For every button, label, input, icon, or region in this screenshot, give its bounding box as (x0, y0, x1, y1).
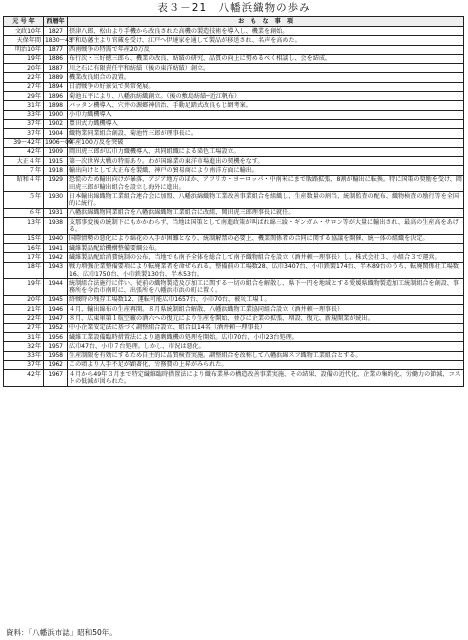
table-row (4, 253, 464, 262)
era-cell: 17年 (4, 253, 44, 262)
event-cell: ８月、広東軍第１航空廠の酒六への復元により生産を開始、並びに企業の拡張、増設、復元、新規開業が続出。 (68, 314, 464, 323)
year-cell: 1946 (44, 305, 68, 314)
era-cell: ７年 (4, 166, 44, 175)
year-cell: 1962 (44, 360, 68, 369)
table-row (4, 234, 464, 243)
table-row (4, 192, 464, 209)
event-cell: 八幡浜綿織物同業組合を八幡浜綿織物工業組合に改組、岡田虎三郎理事長に就任。 (68, 208, 464, 217)
year-cell: 1930 (44, 192, 68, 209)
year-cell: 1929 (44, 175, 68, 192)
year-cell: 1947 (44, 314, 68, 323)
header-era: 元 号 年 (4, 17, 44, 27)
event-cell: 国際情勢の悪化により綿花の入手が困難となり、統制解禁の必要上、機業関係者の合同に関する協議を開催、統一体の組織を決定。 (68, 234, 464, 243)
event-cell: 戦力増強企業整備要項により転廃業者を命ぜられる。整備前の工場数28、広巾3407台、小巾鉄製174台、半木89台のうち、転廃関係社工場数16、広巾1750台、小巾鉄製130台、半木53台。 (68, 262, 464, 279)
year-cell: 1830〜43 (45, 36, 73, 44)
year-cell: 1896 (44, 92, 68, 101)
year-cell: 1957 (44, 342, 68, 351)
event-cell: 統制組合法施行に伴い、従前の織物製造及び加工に関する一切の組合を解散し、県下一円を地域とする愛媛県織物製造加工統制組合を創設、事務所を今治市南町に、出張所を八幡浜市浜の町に置く。 (68, 279, 464, 296)
event-cell: 摂津八郎、松山より手機から改良された高機の製造技術を導入し、機業を創始。 (68, 27, 464, 36)
event-cell: この頃より人手不足が顕著化、労務費の上昇がみられた。 (68, 360, 464, 369)
table-row (4, 54, 464, 63)
event-cell: ４月から49年３月まで特定繊維臨時措置法により織布業界の構造改善事業実施、その結果、設備の近代化、企業の集約化、労働力の節減、コストの低減が図られた。 (68, 370, 464, 387)
event-cell: 終戦時の残存工場数12、運転可能広巾1657台、小巾70台、被災工場１。 (68, 295, 464, 304)
year-cell: 1958 (44, 351, 68, 360)
event-cell: 生産制限を有効にするため自主的に品質検査実施。調整組合を改称して八幡浜綿スフ織物工業組合とする。 (68, 351, 464, 360)
era-cell: 21年 (4, 305, 44, 314)
table-row (4, 279, 464, 296)
year-cell: 1943 (44, 262, 68, 279)
era-cell: 13年 (4, 218, 44, 235)
year-cell: 1945 (44, 295, 68, 304)
era-cell: 37年 (4, 360, 44, 369)
table-row (4, 110, 464, 119)
year-cell: 1918 (44, 166, 68, 175)
era-cell: 22年 (4, 73, 44, 82)
year-cell: 1900 (44, 110, 68, 119)
year-cell: 1877 (44, 45, 68, 54)
era-cell: 22年 (4, 314, 44, 323)
year-cell: 1944 (44, 279, 68, 296)
era-cell: 昭和４年 (4, 175, 44, 192)
year-cell: 1887 (44, 64, 68, 73)
era-cell: 37年 (4, 129, 44, 138)
era-cell: 18年 (4, 262, 44, 279)
table-row (4, 208, 464, 217)
table-row (4, 244, 464, 253)
era-cell: 31年 (4, 333, 44, 342)
year-cell: 1931 (44, 208, 68, 217)
year-cell: 1886 (44, 54, 68, 63)
header-row (4, 17, 464, 27)
table-row (4, 342, 464, 351)
year-cell: 1902 (44, 119, 68, 128)
era-cell: 27年 (4, 82, 44, 91)
year-cell: 1938 (44, 218, 68, 235)
table-row (4, 73, 464, 82)
event-cell: 恐慌のため輸出向けが暴落、アジア地方のほか、アフリカ・ヨーロッパ・中南米にまで販路拡張、8割が輸出に転換。特に国策の奨励を受け、岡田虎三郎が輸出組合を設立し海外に進出。 (69, 176, 462, 191)
era-cell: 16年 (4, 244, 44, 253)
era-cell: 15年 (4, 234, 44, 243)
event-cell: 布行次・三好徳三郎ら、機業の改良、紡績の研究、品質の向上に努めるべく相談し、会を結成。 (68, 54, 464, 63)
event-cell: 機業改良組合の設置。 (68, 73, 464, 82)
table-row (4, 27, 464, 36)
table-row (4, 218, 464, 235)
era-cell: 文政10年 (4, 27, 44, 36)
table-row (4, 360, 464, 369)
era-cell: 天保年間 (4, 36, 44, 45)
table-row (4, 119, 464, 128)
table-row (4, 101, 464, 110)
table-title: 表３－21 八幡浜織物の歩み (157, 2, 311, 14)
era-cell: ５年 (4, 192, 44, 209)
event-cell: 繊維製品配給消費統制の公布、当地でも南予全体を総合して南予織物組合を設立（酒井頼一理事長）し、株式会社３、小組合３で運営。 (68, 253, 464, 262)
table-row (4, 166, 464, 175)
year-cell: 1898 (44, 101, 68, 110)
table-row (4, 129, 464, 138)
table-row (4, 314, 464, 323)
era-cell: 19年 (4, 279, 44, 296)
year-cell: 1906〜09 (45, 139, 73, 147)
era-cell: 29年 (4, 92, 44, 101)
era-cell: 20年 (4, 64, 44, 73)
header-year: 西暦年 (44, 17, 68, 27)
event-cell: 年産100万反を突破 (68, 138, 464, 147)
table-row (4, 36, 464, 45)
table-row (4, 262, 464, 279)
event-cell: 繊維製品配給機構整備要綱公布。 (68, 244, 464, 253)
table-row (4, 305, 464, 314)
table-row (4, 147, 464, 156)
era-cell: 42年 (4, 147, 44, 156)
era-cell: 20年 (4, 295, 44, 304)
year-cell: 1967 (44, 370, 68, 387)
table-row (4, 370, 464, 387)
event-cell: 繊維工業設備臨時措置法により過剰織機の処理を開始。広巾70台、小巾23台処理。 (68, 333, 464, 342)
era-cell: ６年 (4, 208, 44, 217)
event-cell: ４月、輸出綿布の生産再開。８月県統制組合解散、八幡浜織物工業協同組合設立（酒井頼一理事長） (68, 305, 464, 314)
table-row (4, 333, 464, 342)
event-cell: 豊田式力織機導入 (68, 119, 464, 128)
source-note: 資料：「八幡浜市誌」昭和50年。 (6, 628, 117, 637)
event-cell: 日本輸出綿織物工業組合連合会に加盟、八幡浜綿織物工業改善事業組合を組織し、生産数量の割当、統制監査の配布、織物検査の励行等を全国的に統行。 (68, 192, 464, 209)
year-cell: 1915 (44, 157, 68, 166)
event-cell: 第一次世界大戦の特需あり。わが国綿業の東洋市場進出の契機をなす。 (68, 157, 464, 166)
event-cell: 宇和島藩主より官蔵を受け、江戸へ伊達家を通して製品が移送され、名声を高めた。 (68, 36, 464, 45)
era-cell: 19年 (4, 54, 44, 63)
era-cell: 33年 (4, 351, 44, 360)
event-cell: 小巾力織機導入 (68, 110, 464, 119)
history-table (3, 16, 464, 387)
table-row (4, 92, 464, 101)
era-cell: 39〜42年 (4, 138, 44, 147)
event-cell: 岡田虎三郎が広巾力織機導入、共同組織による染色工場設立。 (68, 147, 464, 156)
year-cell: 1894 (44, 82, 68, 91)
table-row (4, 323, 464, 332)
event-cell: 広巾47台、小巾７台処理。しかし、市況は悪化。 (68, 342, 464, 351)
event-cell: 中小企業安定法に基づく調整組合設立、組合員14名（酒井頼一理事長） (68, 323, 464, 332)
event-cell: 輸出向けとして大正布を製織、神戸の貿易商により南洋方面に輸出。 (68, 166, 464, 175)
table-row (4, 82, 464, 91)
event-cell: 川之石に有限責任宇和紡績（後の東洋紡績）創立。 (68, 64, 464, 73)
event-cell: 西南戦争の特需で年産20万反 (68, 45, 464, 54)
year-cell: 1956 (44, 333, 68, 342)
year-cell: 1889 (44, 73, 68, 82)
event-cell: バッタン機導入、穴井の源郷神信治、手動足踏式改良もじ網考案。 (68, 101, 464, 110)
year-cell: 1827 (44, 27, 68, 36)
table-row (4, 295, 464, 304)
table-row (4, 64, 464, 73)
table-row (4, 138, 464, 147)
table-row (4, 351, 464, 360)
event-cell: 日清戦争の好景気で異常発展。 (68, 82, 464, 91)
era-cell: 明治10年 (4, 45, 44, 54)
era-cell: 32年 (4, 342, 44, 351)
era-cell: 27年 (4, 323, 44, 332)
year-cell: 1940 (44, 234, 68, 243)
event-cell: 菊池五平により、八幡浜紡織創立。（後の敷島紡績─近江帆布） (68, 92, 464, 101)
table-row (4, 157, 464, 166)
era-cell: 42年 (4, 370, 44, 387)
year-cell: 1904 (44, 129, 68, 138)
era-cell: 37年 (4, 119, 44, 128)
era-cell: 大正４年 (4, 157, 44, 166)
table-row (4, 45, 464, 54)
table-row (4, 175, 464, 192)
event-cell: 支那事変後の統制下にもかかわらず、当地は国策として南進政策が叫ばれ綿三綾・ギンガム・サロン等が大量に輸出され、最高の生産高をあげる。 (68, 218, 464, 235)
era-cell: 33年 (4, 110, 44, 119)
year-cell: 1941 (44, 244, 68, 253)
event-cell: 織物業同業組合創設、菊池竹三郎が理事長に。 (68, 129, 464, 138)
table-body (4, 27, 464, 387)
year-cell: 1942 (44, 253, 68, 262)
era-cell: 31年 (4, 101, 44, 110)
header-event: お も な 事 項 (68, 17, 464, 27)
year-cell: 1952 (44, 323, 68, 332)
year-cell: 1909 (44, 147, 68, 156)
